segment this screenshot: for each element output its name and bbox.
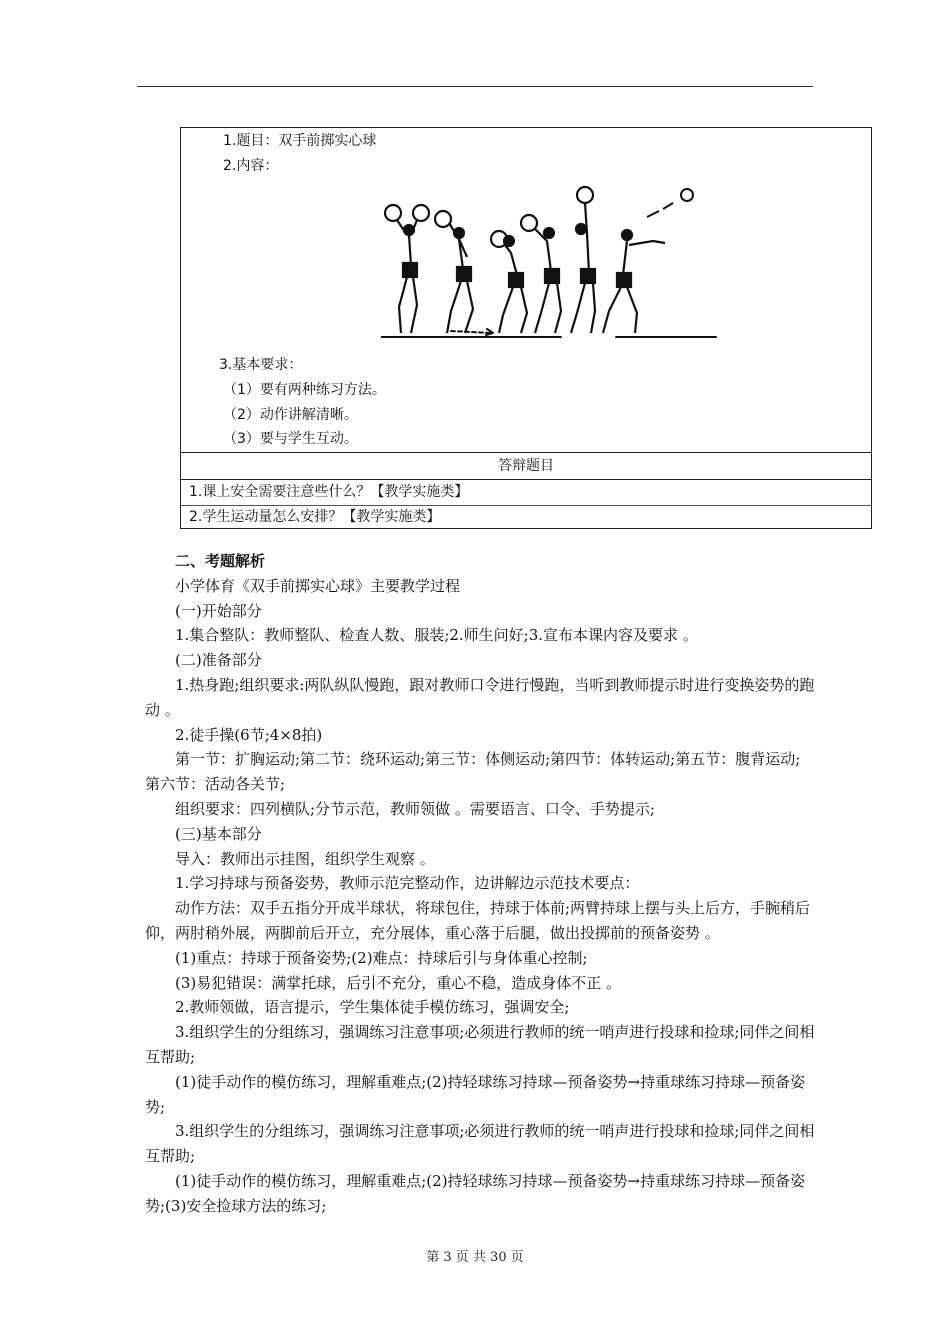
paragraph: (一)开始部分 [175,601,262,620]
header-rule [137,86,813,87]
exam-question-box [180,127,872,529]
paragraph: (1)徒手动作的模仿练习，理解重难点;(2)持轻球练习持球—预备姿势→持重球练习持球—预备姿势; [145,1072,806,1116]
analysis-section [145,549,815,1219]
paragraph: (二)准备部分 [175,651,262,670]
athlete-figure-1 [385,205,429,333]
athlete-figure-6 [603,230,665,333]
paragraph: 2.徒手操(6节;4×8拍) [175,725,323,744]
paragraph: 动作方法：双手五指分开成半球状，将球包住，持球于体前;两臂持球上摆与头上后方，手腕稍后仰，两肘稍外展，两脚前后开立，充分展体，重心落于后腿，做出投掷前的预备姿势 。 [145,899,811,942]
paragraph: 第一节：扩胸运动;第二节：绕环运动;第三节：体侧运动;第四节：体转运动;第五节：腹背运动;第六节：活动各关节; [145,750,801,794]
exam-title: 1.题目：双手前掷实心球 [223,133,377,149]
paragraph: 1.学习持球与预备姿势，教师示范完整动作，边讲解边示范技术要点： [175,874,640,893]
paragraph: 1.集合整队：教师整队、检查人数、服装;2.师生问好;3.宣布本课内容及要求 。 [175,626,698,645]
paragraph: 3.组织学生的分组练习，强调练习注意事项;必须进行教师的统一哨声进行投球和捡球;同伴之间相互帮助; [145,1122,815,1166]
athlete-figure-2 [435,211,473,333]
page-footer: 第 3 页 共 30 页 [426,1250,524,1265]
defense-question: 2.学生运动量怎么安排？【教学实施类】 [189,509,441,525]
exam-requirements-label: 3.基本要求： [219,357,303,373]
defense-divider [181,505,871,506]
paragraph: 1.热身跑;组织要求:两队纵队慢跑，跟对教师口令进行慢跑，当听到教师提示时进行变换姿势的跑动 。 [145,675,815,719]
section-title: 二、考题解析 [175,552,266,570]
exam-content-label: 2.内容： [223,158,279,174]
paragraph: (1)重点：持球于预备姿势;(2)难点：持球后引与身体重心控制; [175,948,588,967]
paragraph: 小学体育《双手前掷实心球》主要教学过程 [175,576,461,595]
paragraph: 2.教师领做，语言提示，学生集体徒手模仿练习，强调安全; [175,998,570,1017]
requirement-item: （3）要与学生互动。 [223,431,358,447]
paragraph: 导入：教师出示挂图，组织学生观察 。 [175,849,435,868]
exam-question-cell [181,128,871,454]
paragraph: (3)易犯错误：满掌托球，后引不充分，重心不稳，造成身体不正 。 [175,973,622,992]
paragraph: 3.组织学生的分组练习，强调练习注意事项;必须进行教师的统一哨声进行投球和捡球;同伴之间相互帮助; [145,1023,815,1066]
paragraph: (1)徒手动作的模仿练习，理解重难点;(2)持轻球练习持球—预备姿势→持重球练习持球—预备姿势;(3)安全捡球方法的练习; [145,1171,806,1215]
paragraph: 组织要求：四列横队;分节示范，教师领做 。需要语言、口令、手势提示; [175,799,655,818]
shot-put-illustration [381,183,721,343]
defense-header: 答辩题目 [181,452,871,480]
defense-question: 1.课上安全需要注意些什么？【教学实施类】 [189,484,469,500]
requirement-item: （2）动作讲解清晰。 [223,407,358,423]
paragraph: (三)基本部分 [175,824,262,843]
athlete-figure-5 [571,187,595,333]
flying-ball-icon [647,189,693,217]
requirement-item: （1）要有两种练习方法。 [223,382,386,398]
athlete-figure-3 [491,231,527,333]
